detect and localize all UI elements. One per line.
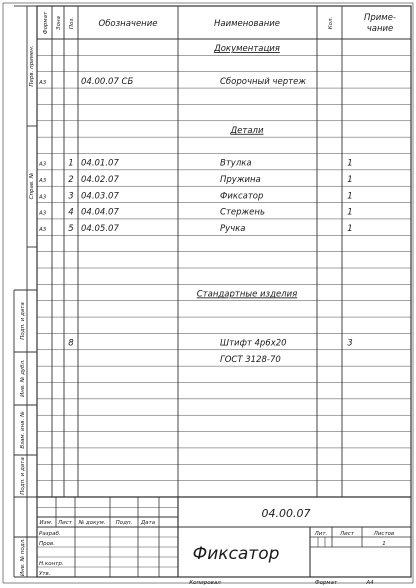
row-oboznachenie: 04.01.07 xyxy=(81,158,119,169)
row-naimenovanie: Ручка xyxy=(220,223,246,234)
tb-podp: Подп. xyxy=(115,520,133,526)
row-oboznachenie: 04.00.07 СБ xyxy=(81,76,134,87)
tb-title: Фиксатор xyxy=(192,544,280,564)
row-kol: 1 xyxy=(347,207,353,218)
row-poz: 1 xyxy=(68,158,74,169)
row-oboznachenie: 04.03.07 xyxy=(81,191,119,202)
row-format: А3 xyxy=(39,79,47,86)
row-oboznachenie: 04.02.07 xyxy=(81,174,119,185)
tb-n-dokum: № докум. xyxy=(78,520,106,526)
row-poz: 8 xyxy=(68,338,74,349)
row-kol: 1 xyxy=(347,223,353,234)
header-primechanie-2: чание xyxy=(366,24,394,34)
tb-data: Дата xyxy=(140,520,156,526)
margin-label-vzam-inv: Взам. инв. № xyxy=(20,411,26,449)
row-poz: 2 xyxy=(68,174,74,185)
row-naimenovanie: Сборочный чертеж xyxy=(220,76,306,87)
margin-label-podp-data-2: Подп. и дата xyxy=(20,457,26,495)
row-naimenovanie: Втулка xyxy=(220,158,252,169)
row-kol: 1 xyxy=(347,158,353,169)
tb-listov: Листов xyxy=(373,531,395,537)
footer-format-label: Формат xyxy=(314,580,338,586)
row-naimenovanie: Стержень xyxy=(220,207,265,218)
header-oboznachenie: Обозначение xyxy=(98,19,158,29)
header-primechanie-1: Приме- xyxy=(363,13,397,23)
tb-razrab: Разраб. xyxy=(39,531,61,537)
row-format: А3 xyxy=(39,226,47,233)
row-naimenovanie: Штифт 4р6х20 xyxy=(220,338,287,349)
tb-listov-value: 1 xyxy=(382,541,386,547)
tb-lit: Лит. xyxy=(314,531,328,537)
header-zona: Зона xyxy=(56,16,62,30)
header-kol: Кол. xyxy=(328,16,334,30)
row-format: А3 xyxy=(39,161,47,168)
tb-prov: Пров. xyxy=(39,541,55,547)
margin-label-podp-data: Подп. и дата xyxy=(20,302,26,340)
tb-list: Лист xyxy=(58,520,72,526)
header-naimenovanie: Наименование xyxy=(213,19,281,29)
section-heading: Документация xyxy=(214,44,280,55)
margin-label-perv-primen: Перв. примен. xyxy=(29,45,35,87)
tb-list-label: Лист xyxy=(340,531,354,537)
row-poz: 5 xyxy=(68,223,74,234)
header-poz: Поз. xyxy=(69,16,75,30)
margin-label-sprav-no: Справ. № xyxy=(29,172,35,200)
section-heading: Стандартные изделия xyxy=(196,289,298,300)
row-naimenovanie: Пружина xyxy=(220,174,261,185)
header-format: Формат xyxy=(43,11,49,35)
section-heading: Детали xyxy=(230,125,264,136)
row-kol: 3 xyxy=(347,338,353,349)
tb-utv: Утв. xyxy=(39,571,51,577)
row-kol: 1 xyxy=(347,174,353,185)
row-format: А3 xyxy=(39,210,47,217)
tb-designation: 04.00.07 xyxy=(261,507,311,520)
row-format: А3 xyxy=(39,194,47,201)
footer-format-value: А4 xyxy=(366,580,374,586)
row-format: А3 xyxy=(39,177,47,184)
tb-izm: Изм. xyxy=(39,520,53,526)
row-poz: 4 xyxy=(68,207,74,218)
row-naimenovanie: Фиксатор xyxy=(220,191,264,202)
row-oboznachenie: 04.04.07 xyxy=(81,207,119,218)
row-naimenovanie: ГОСТ 3128-70 xyxy=(220,354,281,365)
row-kol: 1 xyxy=(347,191,353,202)
footer-kopiroval: Копировал xyxy=(189,580,221,586)
margin-label-inv-dubl: Инв. № дубл. xyxy=(20,359,26,397)
margin-label-inv-podl: Инв. № подл. xyxy=(20,538,26,576)
row-oboznachenie: 04.05.07 xyxy=(81,223,119,234)
row-poz: 3 xyxy=(68,191,74,202)
tb-n-kontr: Н.контр. xyxy=(39,561,64,567)
